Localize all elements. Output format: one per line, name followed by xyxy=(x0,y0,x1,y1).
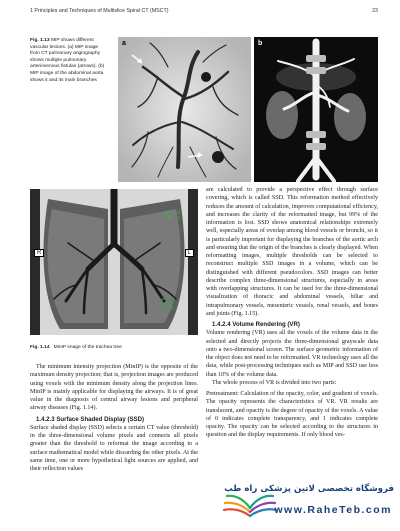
pulmonary-angiography-image xyxy=(118,37,251,182)
running-head xyxy=(30,8,378,18)
abdominal-aorta-image xyxy=(254,37,378,182)
ssd-paragraph: Surface shaded display (SSD) selects a certain CT value (threshold) in the three-dimensional volume pixels and connects all pixels greater than the threshold to reformat the image according to a surface mathematical model while discarding the other pixels. At the same time, one or more hypothetical light sources are applied, and their reflection values xyxy=(30,424,198,472)
figure-1-13-caption xyxy=(30,38,108,84)
figure-1-13-label: Fig. 1.13 xyxy=(30,38,50,43)
watermark-persian-text: فروشگاه تخصصی لاتین پزشکی راه طب xyxy=(224,484,394,494)
vr-process-paragraph: The whole process of VR is divided into two parts: xyxy=(212,379,337,386)
figure-1-13-panel-a xyxy=(118,37,251,182)
panel-b-label: b xyxy=(258,40,263,47)
chapter-title: 1 Principles and Techniques of Multislice Spiral CT (MSCT) xyxy=(30,8,169,14)
figure-1-13-panel-b xyxy=(254,37,378,182)
raheteb-watermark xyxy=(220,478,398,528)
section-heading-ssd: 1.4.2.3 Surface Shaded Display (SSD) xyxy=(36,415,145,423)
figure-1-13-caption-text: MIP shows different vascular lesions. (a) MIP image from CT pulmonary angiography shows multiple pulmonary arteriovenous fistulas (arrows). (b) MIP image of the abdominal aorta shows it and its main branches xyxy=(30,38,105,83)
page-number: 23 xyxy=(372,8,378,14)
left-text-column xyxy=(30,363,198,473)
orientation-marker-r: R xyxy=(34,249,44,257)
watermark-url: www.RaheTeb.com xyxy=(274,504,392,516)
figure-1-14-caption-text: MinIP image of the trachea tree xyxy=(53,345,122,350)
orientation-marker-l: L xyxy=(185,249,194,257)
cols-tilt-overlay: Cols 0 Tlt -1 xyxy=(164,211,181,221)
vr-paragraph: Volume rendering (VR) uses all the voxels of the volume data in the selected and directly projects the three-dimensional grayscale data onto a two-dimensional screen. The surface geometric information of the object does not need to be reformatted. VR technology uses all the data, while post-processing techniques such as MIP and SSD use less than 10% of the volume data. xyxy=(206,330,378,378)
panel-a-label: a xyxy=(122,40,126,47)
figure-1-14-image xyxy=(30,189,198,335)
pretreatment-paragraph: Pretreatment: Calculation of the opacity, color, and gradient of voxels. The opacity represents the characteristics of VR. VR results are translucent, and opacity is the degree of opacity of the voxels. A value of 0 indicates complete transparency, and 1 indicates complete opacity. The opacity can be selected according to the structures in question and the display requirements. If only blood ves- xyxy=(206,391,378,439)
minip-paragraph: The minimum intensity projection (MinIP) is the opposite of the maximum density projection; that is, projection images are produced using voxels with the minimum density along the projection lines. MinIP is mainly applicable for displaying the airways. It is of great value in the diagnosis of central airway lesions and peripheral airway diseases (Fig. 1.14). xyxy=(30,364,198,412)
section-heading-vr: 1.4.2.4 Volume Rendering (VR) xyxy=(212,321,300,328)
figure-1-14-label: Fig. 1.14 xyxy=(30,345,50,350)
right-text-column xyxy=(206,186,378,440)
figure-1-14-caption xyxy=(30,345,198,352)
ssd-continued-paragraph: are calculated to provide a perspective effect through surface covering, which is called SSD. This reformation method effectively reduces the amount of calculation, improves computational efficiency, and increases the clarity of the reformatted image, but 99% of the information is lost. SSD shows anatomical relationships extremely well, especially areas of overlap among blood vessels or bronchi, so it is particularly important for displaying the branches of the aortic arch and ensuring that the origin of the branches is clearly displayed. When reformatting images, multiple thresholds can be selected to reconstruct multiple SSD images in a volume, which can be distinguished with different pseudocolors. SSD images can better describe complex three-dimensional structures, especially in areas with overlapping structures. It can be used for the three-dimensional visualization of thoracic and abdominal vessels, biliar and intrapulmonary vessels, mesenteric vessels, renal vessels, and bones and joints (Fig. 1.15). xyxy=(206,187,378,317)
